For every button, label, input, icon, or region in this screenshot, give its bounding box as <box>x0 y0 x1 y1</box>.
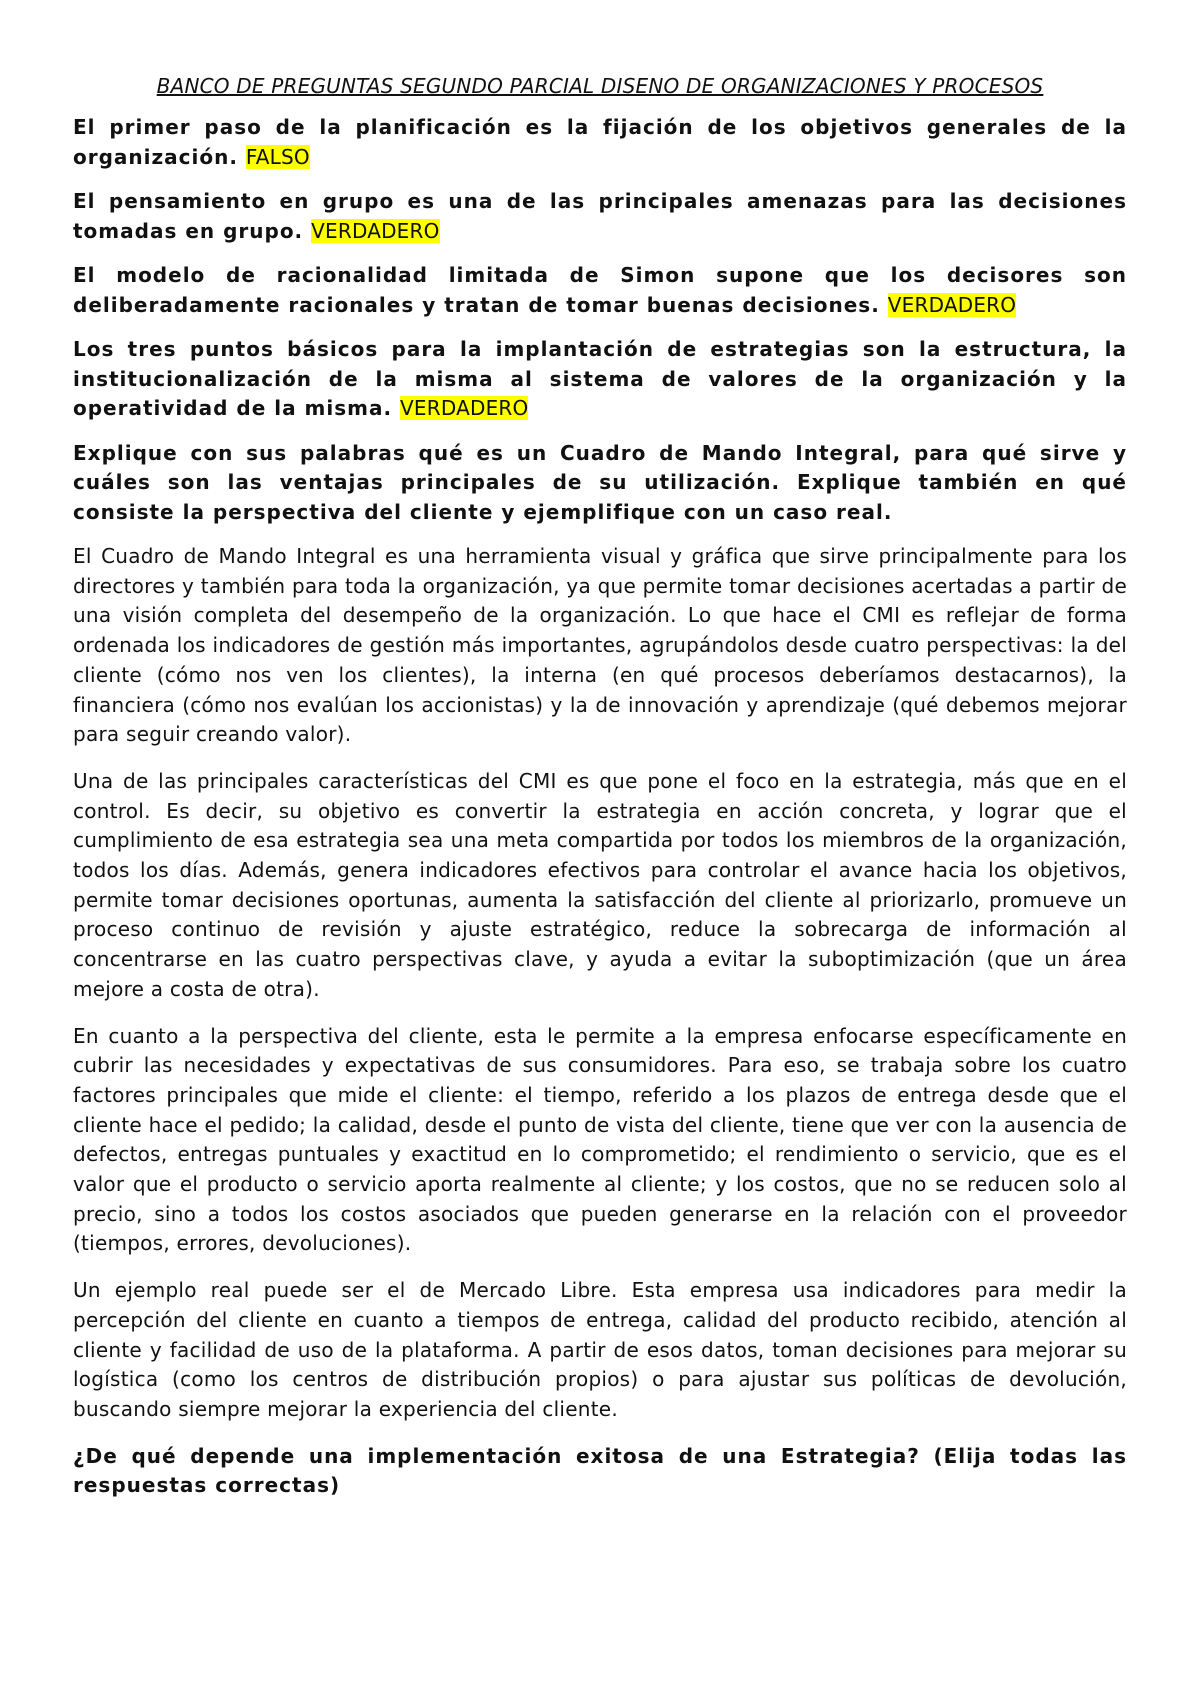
answer-3-highlight: VERDADERO <box>887 292 1017 317</box>
question-1-text: El primer paso de la planificación es la fijación de los objetivos generales de la organización. <box>73 115 1127 169</box>
answer-paragraph-1: El Cuadro de Mando Integral es una herramienta visual y gráfica que sirve principalmente para los directores y también para toda la organización, ya que permite tomar decisiones acertadas a partir de una visión completa del desempeño de la organización. Lo que hace el CMI es reflejar de forma ordenada los indicadores de gestión más importantes, agrupándolos desde cuatro perspectivas: la del cliente (cómo nos ven los clientes), la interna (en qué procesos deberíamos destacarnos), la financiera (cómo nos evalúan los accionistas) y la de innovación y aprendizaje (qué debemos mejorar para seguir creando valor). <box>73 544 1127 747</box>
last-question: ¿De qué depende una implementación exitosa de una Estrategia? (Elija todas las respuestas correctas) <box>73 1443 1127 1498</box>
question-3-text: El modelo de racionalidad limitada de Simon supone que los decisores son deliberadamente racionales y tratan de tomar buenas decisiones. <box>73 263 1127 317</box>
question-2-text: El pensamiento en grupo es una de las principales amenazas para las decisiones tomadas en grupo. <box>73 189 1127 243</box>
answer-1-highlight: FALSO <box>245 144 310 169</box>
question-4-text: Los tres puntos básicos para la implantación de estrategias son la estructura, la institucionalización de la misma al sistema de valores de la organización y la operatividad de la misma. <box>73 337 1127 420</box>
answer-paragraph-2: Una de las principales características del CMI es que pone el foco en la estrategia, más que en el control. Es decir, su objetivo es convertir la estrategia en acción concreta, y lograr que el cumplimiento de esa estrategia sea una meta compartida por todos los miembros de la organización, todos los días. Además, genera indicadores efectivos para controlar el avance hacia los objetivos, permite tomar decisiones oportunas, aumenta la satisfacción del cliente al priorizarlo, promueve un proceso continuo de revisión y ajuste estratégico, reduce la sobrecarga de información al concentrarse en las cuatro perspectivas clave, y ayuda a evitar la suboptimización (que un área mejore a costa de otra). <box>73 768 1127 1001</box>
question-1 <box>73 113 1127 172</box>
answer-paragraph-3: En cuanto a la perspectiva del cliente, esta le permite a la empresa enfocarse específicamente en cubrir las necesidades y expectativas de sus consumidores. Para eso, se trabaja sobre los cuatro factores principales que mide el cliente: el tiempo, referido a los plazos de entrega desde que el cliente hace el pedido; la calidad, desde el punto de vista del cliente, tiene que ver con la ausencia de defectos, entregas puntuales y exactitud en lo comprometido; el rendimiento o servicio, que es el valor que el producto o servicio aporta realmente al cliente; y los costos, que no se reducen solo al precio, sino a todos los costos asociados que pueden generarse en la relación con el proveedor (tiempos, errores, devoluciones). <box>73 1023 1127 1256</box>
answer-2-highlight: VERDADERO <box>311 218 440 243</box>
answer-paragraph-4: Un ejemplo real puede ser el de Mercado Libre. Esta empresa usa indicadores para medir la percepción del cliente en cuanto a tiempos de entrega, calidad del producto recibido, atención al cliente y facilidad de uso de la plataforma. A partir de esos datos, toman decisiones para mejorar su logística (como los centros de distribución propios) o para ajustar sus políticas de devolución, buscando siempre mejorar la experiencia del cliente. <box>73 1278 1127 1421</box>
question-2 <box>73 187 1127 246</box>
question-4 <box>73 335 1127 424</box>
essay-question: Explique con sus palabras qué es un Cuadro de Mando Integral, para qué sirve y cuáles son las ventajas principales de su utilización. Explique también en qué consiste la perspectiva del cliente y ejemplifique con un caso real. <box>73 440 1127 524</box>
answer-4-highlight: VERDADERO <box>400 396 529 420</box>
question-3 <box>73 261 1127 320</box>
document-title: BANCO DE PREGUNTAS SEGUNDO PARCIAL DISENO DE ORGANIZACIONES Y PROCESOS <box>156 74 1044 98</box>
